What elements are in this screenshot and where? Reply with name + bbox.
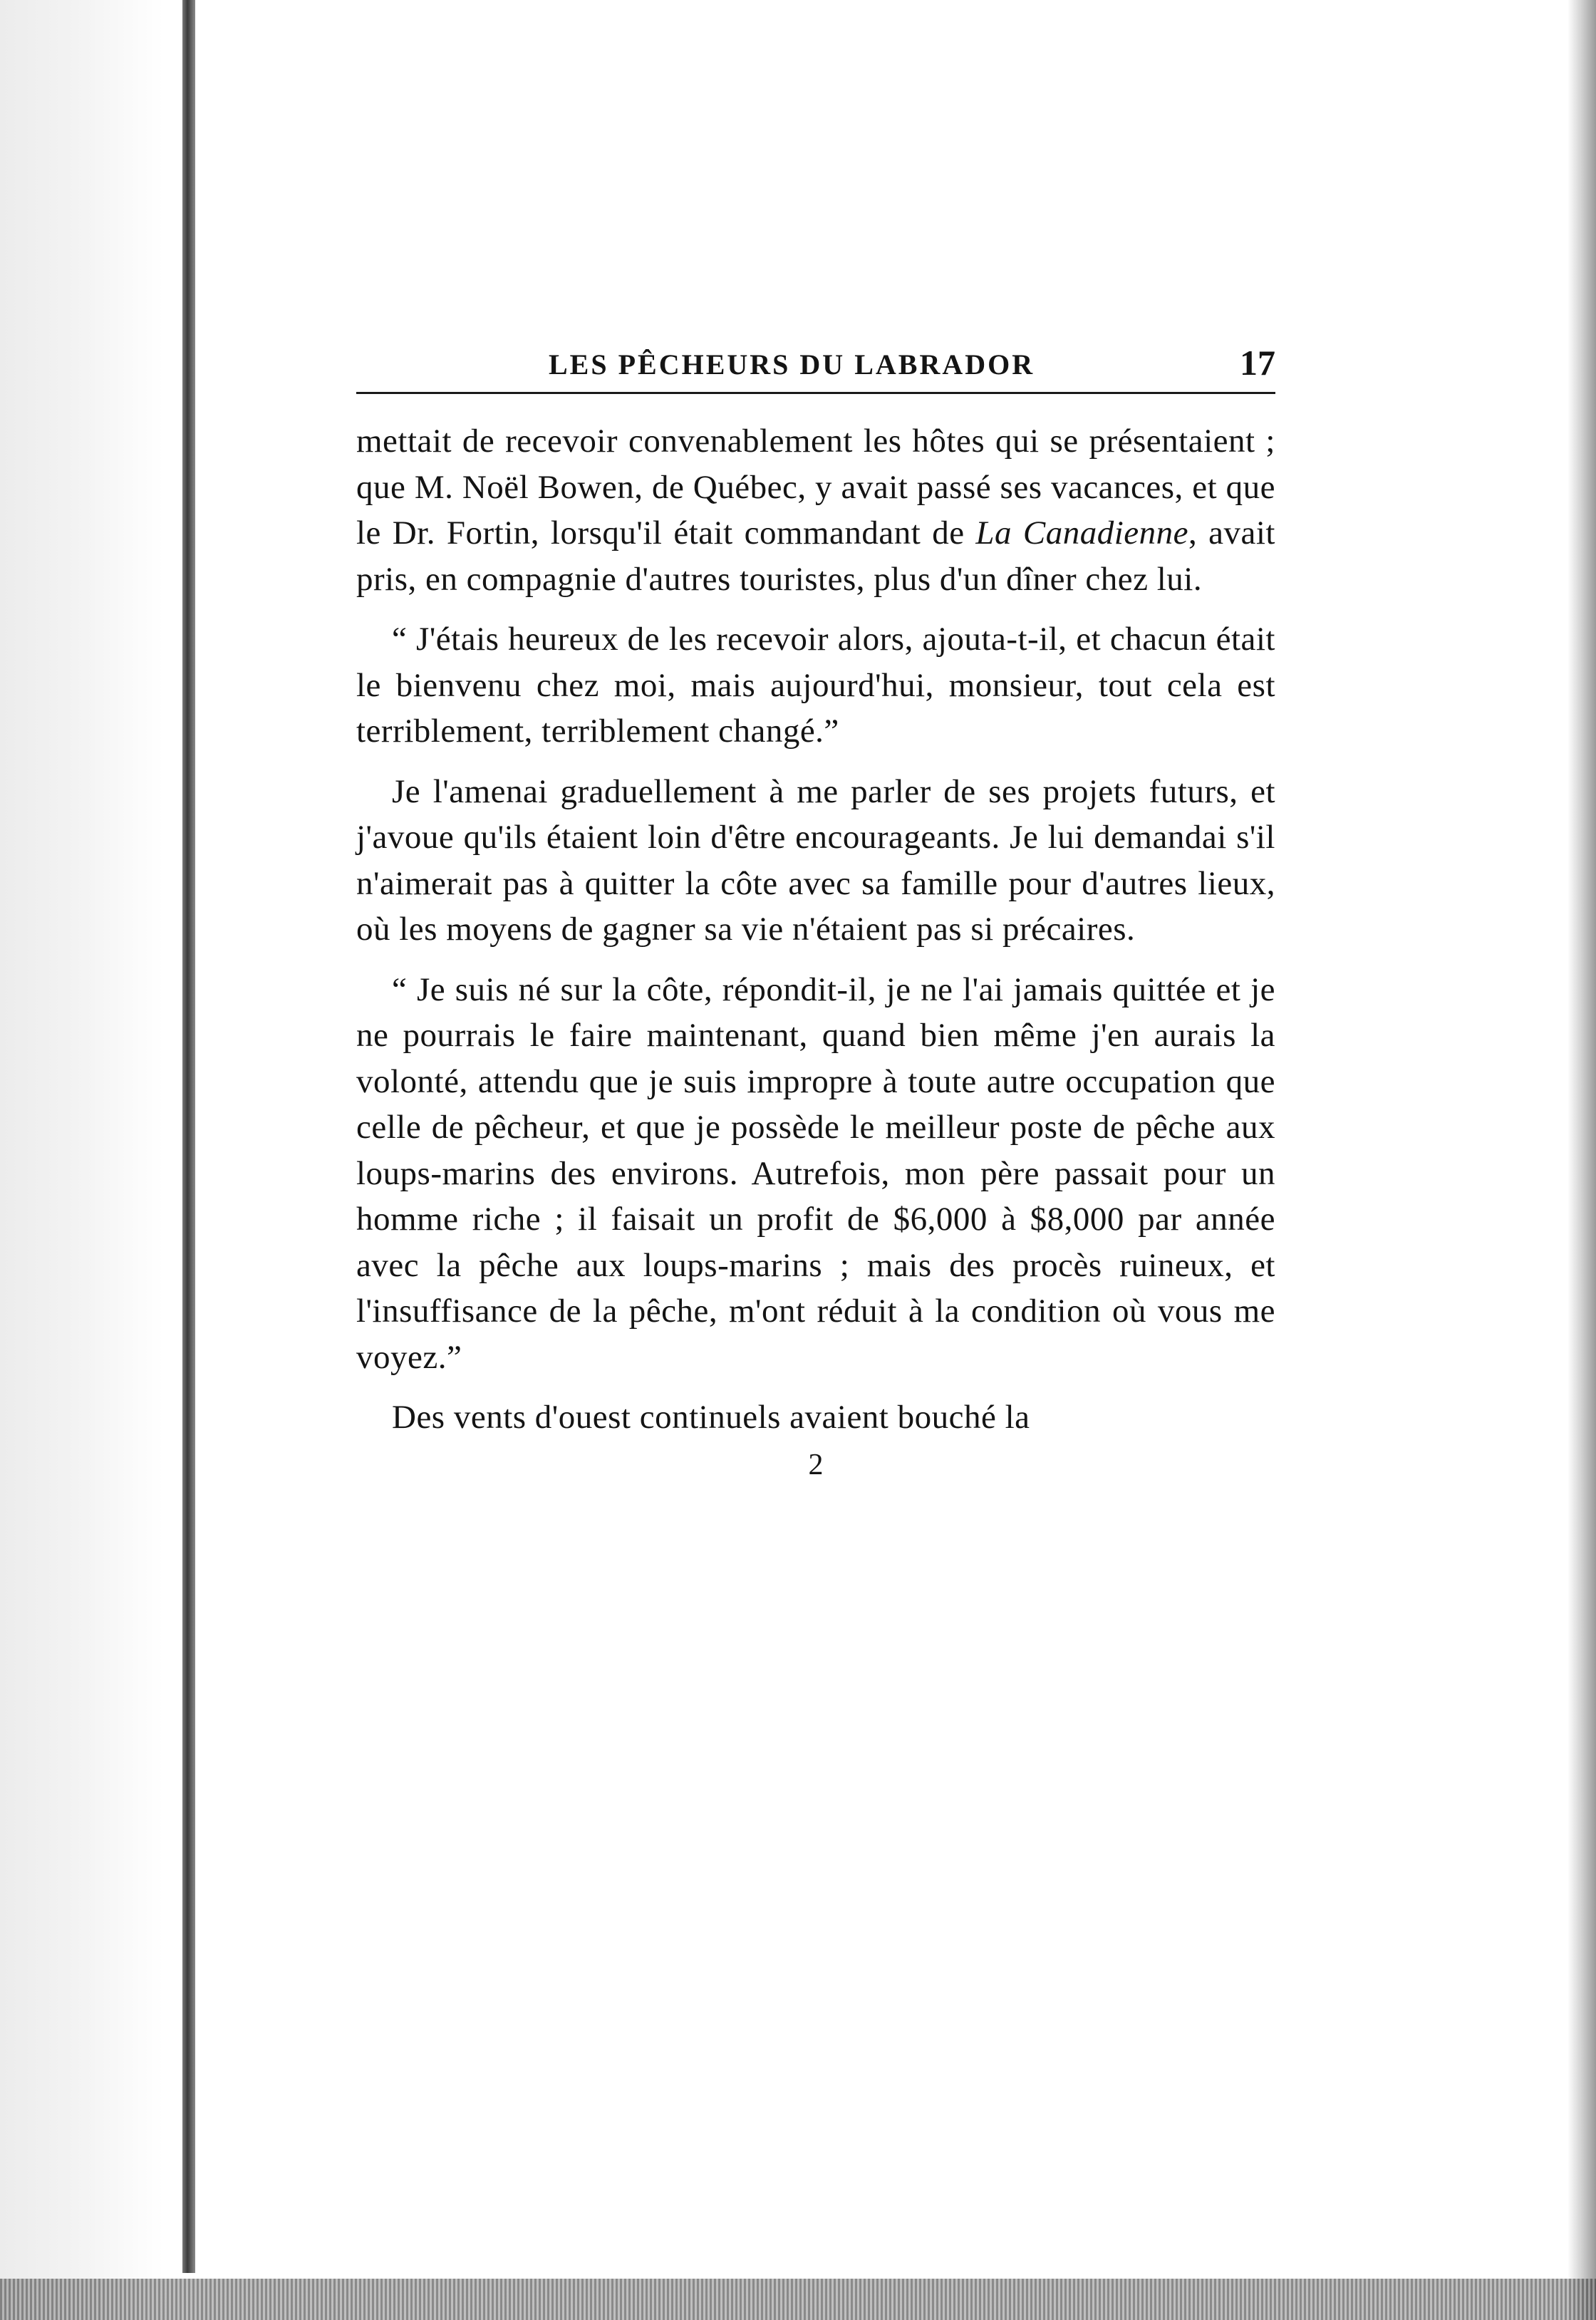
body-text — [356, 418, 1275, 1441]
paragraph-4: “ Je suis né sur la côte, répondit-il, je ne l'ai jamais quittée et je ne pourrais le faire maintenant, quand bien même j'en aurais la volonté, attendu que je suis impropre à toute autre occupation que celle de pêcheur, et que je possède le meilleur poste de pêche aux loups-marins des environs. Autrefois, mon père passait pour un homme riche ; il faisait un profit de $6,000 à $8,000 par année avec la pêche aux loups-marins ; mais des procès ruineux, et l'insuffisance de la pêche, m'ont réduit à la condition où vous me voyez.” — [356, 970, 1275, 1376]
paragraph-5: Des vents d'ouest continuels avaient bouché la — [392, 1399, 1030, 1436]
paragraph-2: “ J'étais heureux de les recevoir alors, ajouta-t-il, et chacun était le bienvenu chez moi, mais aujourd'hui, monsieur, tout cela est terriblement, terriblement changé.” — [356, 621, 1275, 750]
page-right-edge — [1568, 0, 1596, 2320]
binding-rule — [182, 0, 195, 2273]
page-number: 17 — [1240, 343, 1275, 383]
page-binding-edge — [0, 0, 214, 2320]
signature-mark: 2 — [808, 1448, 824, 1481]
scan-bottom-strip — [0, 2279, 1596, 2320]
running-title: LES PÊCHEURS DU LABRADOR — [549, 348, 1035, 380]
paragraph-1 — [356, 418, 1275, 602]
header-rule — [356, 392, 1275, 394]
running-head — [356, 342, 1275, 392]
book-page — [356, 342, 1275, 1482]
paragraph-1-part-b: , avait pris, en compagnie d'autres touristes, plus d'un dîner chez lui. — [356, 514, 1275, 598]
paragraph-1-part-a: mettait de recevoir convenablement les hôtes qui se présentaient ; que M. Noël Bowen, de Québec, y avait passé ses vacances, et que le Dr. Fortin, lorsqu'il était commandant de — [356, 423, 1275, 551]
ship-name: La Canadienne — [975, 514, 1189, 551]
paragraph-3: Je l'amenai graduellement à me parler de ses projets futurs, et j'avoue qu'ils étaient loin d'être encourageants. Je lui demandai s'il n'aimerait pas à quitter la côte avec sa famille pour d'autres lieux, où les moyens de gagner sa vie n'étaient pas si précaires. — [356, 772, 1275, 948]
